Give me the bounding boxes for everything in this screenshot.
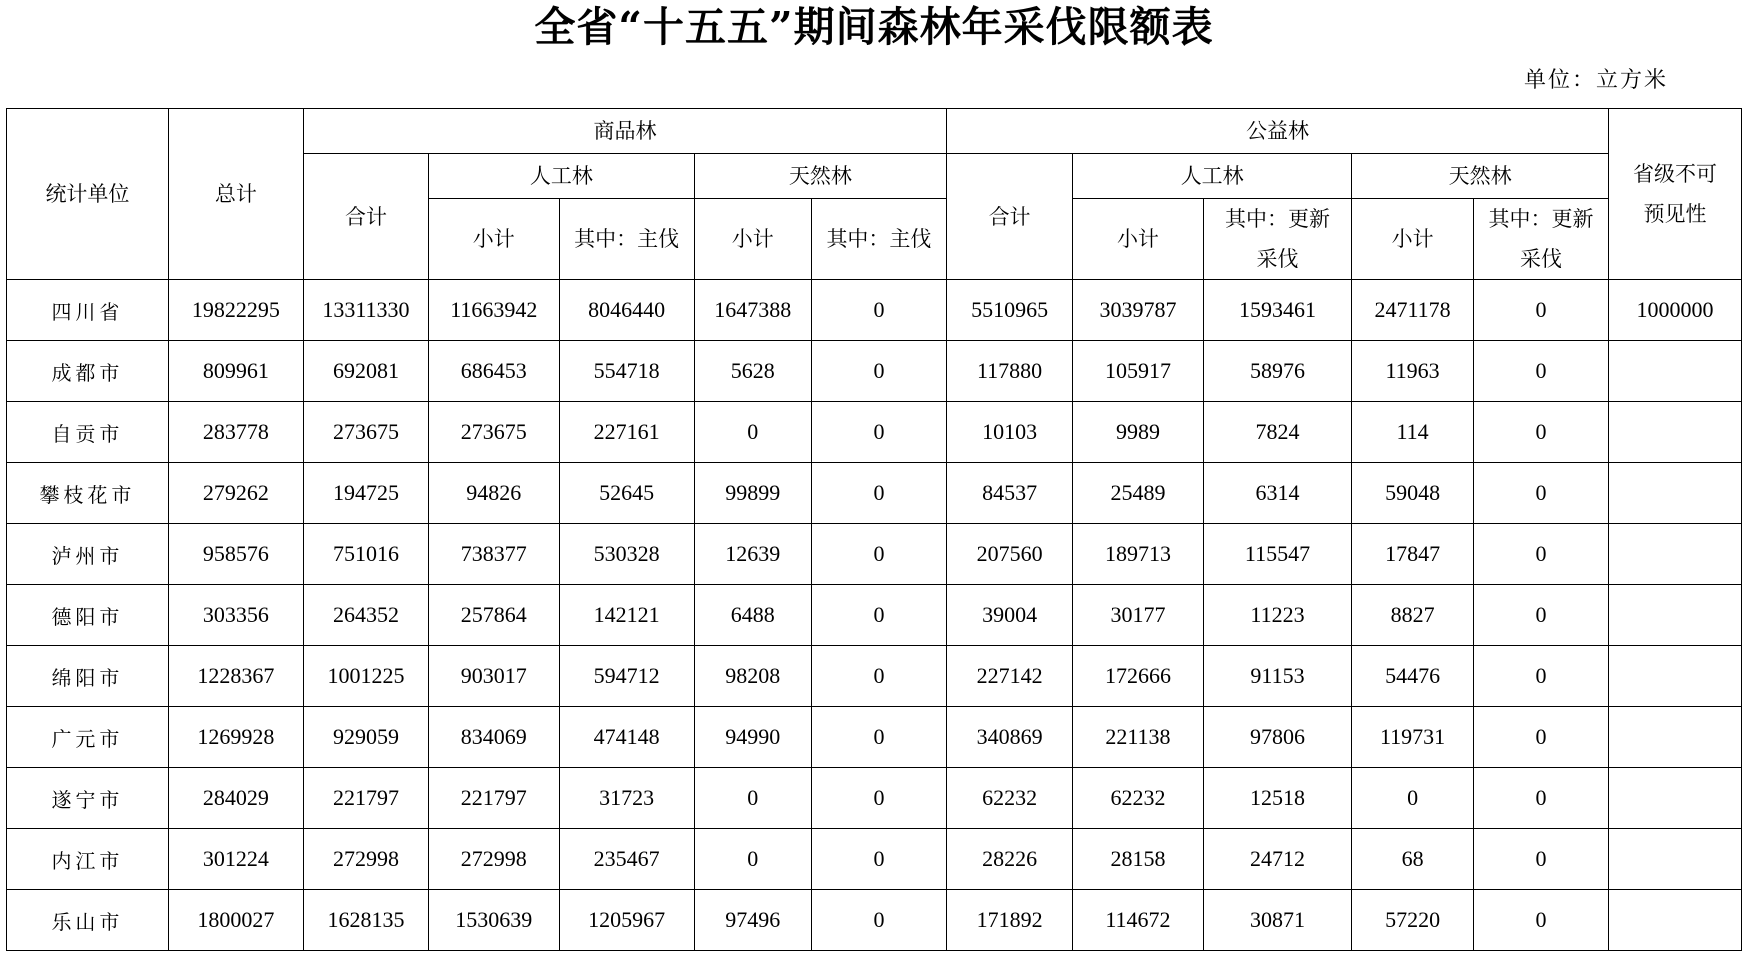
- cell-value: 554718: [559, 341, 694, 402]
- cell-value: 11663942: [428, 280, 559, 341]
- cell-value: 0: [811, 707, 946, 768]
- cell-value: 10103: [946, 402, 1072, 463]
- cell-value: 142121: [559, 585, 694, 646]
- cell-value: 2471178: [1352, 280, 1474, 341]
- cell-value: 1647388: [694, 280, 811, 341]
- cell-value: 1228367: [168, 646, 303, 707]
- cell-value: 59048: [1352, 463, 1474, 524]
- cell-value: 1800027: [168, 890, 303, 951]
- cell-unit-name: 内江市: [7, 829, 169, 890]
- cell-value: 62232: [946, 768, 1072, 829]
- cell-value: 0: [811, 280, 946, 341]
- cell-value: [1609, 341, 1742, 402]
- header-public-natural: 天然林: [1352, 154, 1609, 199]
- header-commercial-artificial-subtotal: 小计: [428, 199, 559, 280]
- cell-value: 19822295: [168, 280, 303, 341]
- cell-value: 115547: [1203, 524, 1351, 585]
- cell-value: 273675: [428, 402, 559, 463]
- cell-value: 594712: [559, 646, 694, 707]
- cell-value: 117880: [946, 341, 1072, 402]
- cell-unit-name: 广元市: [7, 707, 169, 768]
- cell-value: [1609, 402, 1742, 463]
- cell-value: 273675: [303, 402, 428, 463]
- cell-value: 1593461: [1203, 280, 1351, 341]
- cell-unit-name: 德阳市: [7, 585, 169, 646]
- cell-value: 99899: [694, 463, 811, 524]
- cell-value: 62232: [1073, 768, 1204, 829]
- cell-value: [1609, 524, 1742, 585]
- cell-value: 0: [694, 402, 811, 463]
- cell-value: 1205967: [559, 890, 694, 951]
- header-public-welfare-forest: 公益林: [946, 109, 1608, 154]
- cell-value: 11963: [1352, 341, 1474, 402]
- header-commercial-natural-subtotal: 小计: [694, 199, 811, 280]
- cell-value: 6488: [694, 585, 811, 646]
- cell-value: 0: [1473, 280, 1608, 341]
- cell-value: 119731: [1352, 707, 1474, 768]
- header-commercial-forest: 商品林: [303, 109, 946, 154]
- cell-value: 12518: [1203, 768, 1351, 829]
- cell-value: 692081: [303, 341, 428, 402]
- cell-value: 301224: [168, 829, 303, 890]
- cell-value: 98208: [694, 646, 811, 707]
- cell-value: 0: [811, 890, 946, 951]
- cell-value: 1000000: [1609, 280, 1742, 341]
- cell-value: 0: [1473, 585, 1608, 646]
- cell-value: 54476: [1352, 646, 1474, 707]
- cell-value: 235467: [559, 829, 694, 890]
- cell-value: 284029: [168, 768, 303, 829]
- cell-value: 0: [811, 768, 946, 829]
- cell-value: 3039787: [1073, 280, 1204, 341]
- cell-value: 474148: [559, 707, 694, 768]
- cell-value: 97806: [1203, 707, 1351, 768]
- cell-value: 283778: [168, 402, 303, 463]
- cell-value: 686453: [428, 341, 559, 402]
- cell-value: 11223: [1203, 585, 1351, 646]
- cell-value: 0: [811, 646, 946, 707]
- cell-value: 751016: [303, 524, 428, 585]
- cell-value: 0: [1473, 707, 1608, 768]
- cell-value: 0: [1473, 646, 1608, 707]
- cell-unit-name: 乐山市: [7, 890, 169, 951]
- cell-value: 257864: [428, 585, 559, 646]
- cell-value: 272998: [428, 829, 559, 890]
- cell-value: [1609, 585, 1742, 646]
- cell-value: 0: [1352, 768, 1474, 829]
- cell-value: 189713: [1073, 524, 1204, 585]
- harvest-quota-table: [6, 108, 1742, 951]
- cell-value: 105917: [1073, 341, 1204, 402]
- cell-value: 0: [811, 463, 946, 524]
- cell-value: 1001225: [303, 646, 428, 707]
- cell-value: 903017: [428, 646, 559, 707]
- header-unforeseen: [1609, 109, 1742, 280]
- page-title: 全省“十五五”期间森林年采伐限额表: [534, 3, 1214, 51]
- cell-value: 221797: [428, 768, 559, 829]
- cell-value: [1609, 890, 1742, 951]
- cell-value: 221797: [303, 768, 428, 829]
- cell-value: 6314: [1203, 463, 1351, 524]
- cell-value: 0: [1473, 341, 1608, 402]
- header-public-natural-subtotal: 小计: [1352, 199, 1474, 280]
- table-row: [7, 768, 1742, 829]
- header-public-artificial-subtotal: 小计: [1073, 199, 1204, 280]
- cell-value: 530328: [559, 524, 694, 585]
- cell-value: 7824: [1203, 402, 1351, 463]
- table-body: [7, 280, 1742, 951]
- cell-value: 28226: [946, 829, 1072, 890]
- header-public-natural-renewal-cut: [1473, 199, 1608, 280]
- cell-value: 94826: [428, 463, 559, 524]
- cell-value: 0: [811, 524, 946, 585]
- cell-value: 738377: [428, 524, 559, 585]
- cell-value: 114: [1352, 402, 1474, 463]
- cell-unit-name: 绵阳市: [7, 646, 169, 707]
- cell-value: 57220: [1352, 890, 1474, 951]
- cell-value: 97496: [694, 890, 811, 951]
- header-public-artificial: 人工林: [1073, 154, 1352, 199]
- cell-value: [1609, 829, 1742, 890]
- table-row: [7, 463, 1742, 524]
- cell-value: 0: [694, 768, 811, 829]
- cell-value: 0: [811, 341, 946, 402]
- cell-value: 12639: [694, 524, 811, 585]
- cell-unit-name: 泸州市: [7, 524, 169, 585]
- header-commercial-artificial-main-cut: 其中：主伐: [559, 199, 694, 280]
- table-row: [7, 402, 1742, 463]
- cell-value: 9989: [1073, 402, 1204, 463]
- cell-value: 94990: [694, 707, 811, 768]
- cell-value: 58976: [1203, 341, 1351, 402]
- cell-value: 39004: [946, 585, 1072, 646]
- cell-value: 227142: [946, 646, 1072, 707]
- cell-value: 91153: [1203, 646, 1351, 707]
- cell-value: 171892: [946, 890, 1072, 951]
- cell-value: 0: [811, 829, 946, 890]
- cell-value: [1609, 646, 1742, 707]
- cell-value: 5510965: [946, 280, 1072, 341]
- cell-value: 17847: [1352, 524, 1474, 585]
- cell-value: 303356: [168, 585, 303, 646]
- cell-value: 1628135: [303, 890, 428, 951]
- cell-value: 25489: [1073, 463, 1204, 524]
- cell-value: 0: [1473, 524, 1608, 585]
- cell-unit-name: 成都市: [7, 341, 169, 402]
- cell-value: 8046440: [559, 280, 694, 341]
- cell-value: 114672: [1073, 890, 1204, 951]
- cell-unit-name: 自贡市: [7, 402, 169, 463]
- cell-value: 1530639: [428, 890, 559, 951]
- table-row: [7, 585, 1742, 646]
- cell-value: [1609, 707, 1742, 768]
- cell-value: 809961: [168, 341, 303, 402]
- header-commercial-artificial: 人工林: [428, 154, 694, 199]
- cell-value: 0: [811, 585, 946, 646]
- cell-value: 207560: [946, 524, 1072, 585]
- cell-value: 24712: [1203, 829, 1351, 890]
- cell-value: 13311330: [303, 280, 428, 341]
- cell-value: 929059: [303, 707, 428, 768]
- cell-unit-name: 遂宁市: [7, 768, 169, 829]
- cell-value: 68: [1352, 829, 1474, 890]
- header-commercial-sum: 合计: [303, 154, 428, 280]
- table-row: [7, 524, 1742, 585]
- cell-value: 340869: [946, 707, 1072, 768]
- table-row: [7, 829, 1742, 890]
- cell-value: 0: [1473, 463, 1608, 524]
- cell-value: 834069: [428, 707, 559, 768]
- cell-value: 30871: [1203, 890, 1351, 951]
- cell-value: 30177: [1073, 585, 1204, 646]
- table-row: [7, 341, 1742, 402]
- cell-value: 1269928: [168, 707, 303, 768]
- cell-value: 84537: [946, 463, 1072, 524]
- cell-value: 0: [811, 402, 946, 463]
- header-unforeseen-text: 省级不可预见性: [1633, 162, 1717, 226]
- cell-value: 0: [1473, 402, 1608, 463]
- cell-value: 172666: [1073, 646, 1204, 707]
- header-total: 总计: [168, 109, 303, 280]
- table-row: [7, 280, 1742, 341]
- table-row: [7, 890, 1742, 951]
- cell-value: 227161: [559, 402, 694, 463]
- cell-value: 0: [1473, 829, 1608, 890]
- table-row: [7, 707, 1742, 768]
- cell-unit-name: 攀枝花市: [7, 463, 169, 524]
- cell-value: 28158: [1073, 829, 1204, 890]
- cell-value: [1609, 463, 1742, 524]
- cell-value: 194725: [303, 463, 428, 524]
- cell-value: [1609, 768, 1742, 829]
- cell-value: 0: [1473, 768, 1608, 829]
- cell-value: 221138: [1073, 707, 1204, 768]
- header-public-sum: 合计: [946, 154, 1072, 280]
- cell-value: 0: [694, 829, 811, 890]
- cell-value: 0: [1473, 890, 1608, 951]
- header-commercial-natural-main-cut: 其中：主伐: [811, 199, 946, 280]
- cell-value: 264352: [303, 585, 428, 646]
- header-public-natural-renewal-cut-text: 其中：更新采伐: [1488, 207, 1594, 271]
- cell-value: 52645: [559, 463, 694, 524]
- header-unit: 统计单位: [7, 109, 169, 280]
- cell-value: 5628: [694, 341, 811, 402]
- header-commercial-natural: 天然林: [694, 154, 946, 199]
- cell-value: 8827: [1352, 585, 1474, 646]
- header-public-artificial-renewal-cut-text: 其中：更新采伐: [1224, 207, 1330, 271]
- cell-unit-name: 四川省: [7, 280, 169, 341]
- cell-value: 272998: [303, 829, 428, 890]
- cell-value: 279262: [168, 463, 303, 524]
- cell-value: 31723: [559, 768, 694, 829]
- unit-label: 单位：立方米: [1523, 68, 1668, 93]
- table-row: [7, 646, 1742, 707]
- cell-value: 958576: [168, 524, 303, 585]
- header-public-artificial-renewal-cut: [1203, 199, 1351, 280]
